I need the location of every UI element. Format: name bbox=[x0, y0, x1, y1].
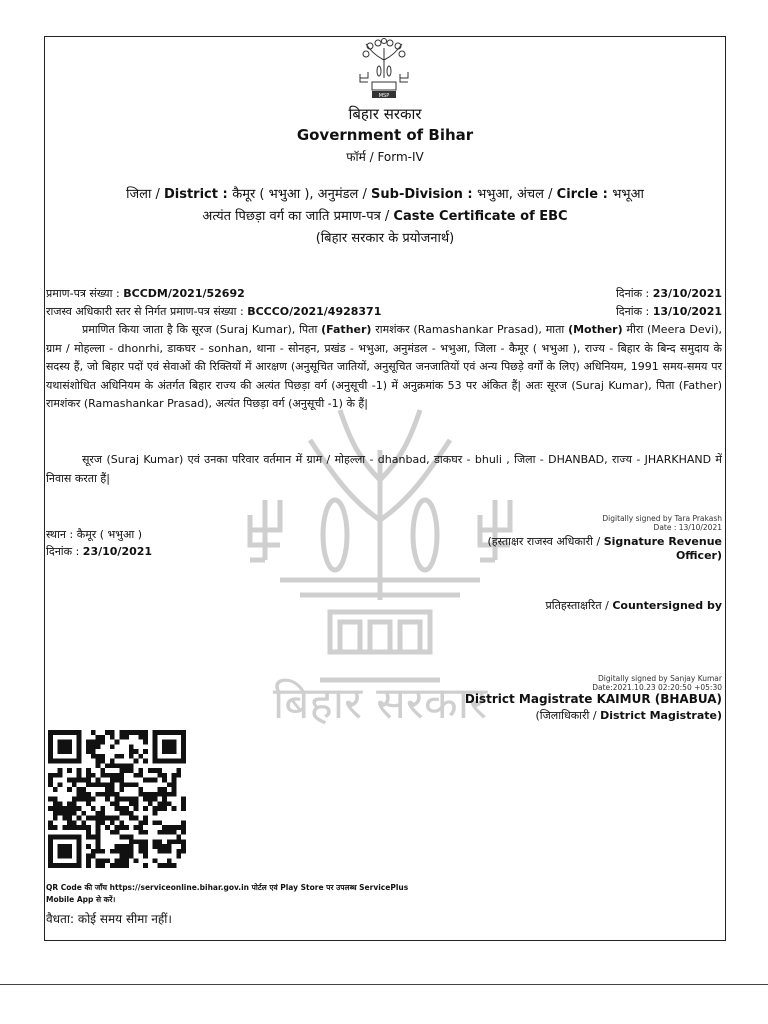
location-line: जिला / District : कैमूर ( भभुआ ), अनुमंडल / Sub-Division : भभुआ, अंचल / Circle : भभूआ bbox=[126, 187, 644, 202]
emblem-label: MSP bbox=[378, 93, 390, 99]
qr-verification-note: QR Code की जाँच https://serviceonline.bihar.gov.in पोर्टल एवं Play Store पर उपलब्ध ServicePlus Mobile App से करें। bbox=[46, 883, 409, 904]
certificate-number-row: प्रमाण-पत्र संख्या : BCCDM/2021/52692 दिनांक : 23/10/2021 bbox=[46, 287, 722, 300]
revenue-officer-signature: Digitally signed by Tara Prakash Date : 13/10/2021 (हस्ताक्षर राजस्व अधिकारी / Signature Revenue Officer) bbox=[487, 514, 722, 562]
residence-paragraph: सूरज (Suraj Kumar) एवं उनका परिवार वर्तमान में ग्राम / मोहल्ला - dhanbad, डाकघर - bhuli , जिला - DHANBAD, राज्य - JHARKHAND में निवास करता हैं| bbox=[46, 453, 722, 485]
validity-note: वैधता: कोई समय सीमा नहीं। bbox=[46, 912, 172, 926]
hindi-government-title: बिहार सरकार bbox=[348, 105, 422, 123]
government-title: Government of Bihar bbox=[296, 126, 474, 144]
certificate-title: अत्यंत पिछड़ा वर्ग का जाति प्रमाण-पत्र / Caste Certificate of EBC bbox=[202, 209, 568, 224]
page-divider bbox=[0, 984, 768, 985]
bihar-emblem-icon bbox=[356, 38, 412, 100]
watermark-text: बिहार सरकार bbox=[272, 678, 488, 729]
qr-code[interactable] bbox=[48, 730, 186, 868]
form-label: फॉर्म / Form-IV bbox=[346, 150, 424, 164]
certificate-purpose: (बिहार सरकार के प्रयोजनार्थ) bbox=[315, 231, 455, 246]
district-magistrate-signature: Digitally signed by Sanjay Kumar Date:2021.10.23 02:20:50 +05:30 District Magistrate KAIMUR (BHABUA) (जिलाधिकारी / District Magistrate) bbox=[464, 674, 722, 722]
place-field: स्थान : कैमूर ( भभुआ ) bbox=[46, 528, 143, 541]
countersigned-label: प्रतिहस्ताक्षरित / Countersigned by bbox=[545, 599, 722, 612]
certificate-body-paragraph: प्रमाणित किया जाता है कि सूरज (Suraj Kumar), पिता (Father) रामशंकर (Ramashankar Prasad), माता (Mother) मीरा (Meera Devi), ग्राम / मोहल्ला - dhonrhi, डाकघर - sonhan, थाना - सोनहन, प्रखंड - भभुआ, अनुमंडल - भभुआ, जिला - कैमूर ( भभुआ ), राज्य - बिहार के बिन्द समुदाय के सदस्य हैं, जो बिहार पदों एवं सेवाओं की रिक्तियों में आरक्षण (अनुसूचित जातियों, अनुसूचित जनजातियों एवं अन्य पिछड़े वर्गों के लिए) अधिनियम, 1991 समय-समय पर यथासंशोधित अधिनियम के अंतर्गत बिहार राज्य की अत्यंत पिछड़ा वर्ग (अनुसूची -1) में अनुक्रमांक 53 पर अंकित हैं| अतः सूरज (Suraj Kumar), पिता (Father) रामशंकर (Ramashankar Prasad), अत्यंत पिछड़ा वर्ग (अनुसूची -1) के हैं| bbox=[46, 323, 722, 410]
date-field: दिनांक : 23/10/2021 bbox=[46, 545, 153, 558]
revenue-number-row: राजस्व अधिकारी स्तर से निर्गत प्रमाण-पत्र संख्या : BCCCO/2021/4928371 दिनांक : 13/10/2021 bbox=[46, 305, 722, 318]
